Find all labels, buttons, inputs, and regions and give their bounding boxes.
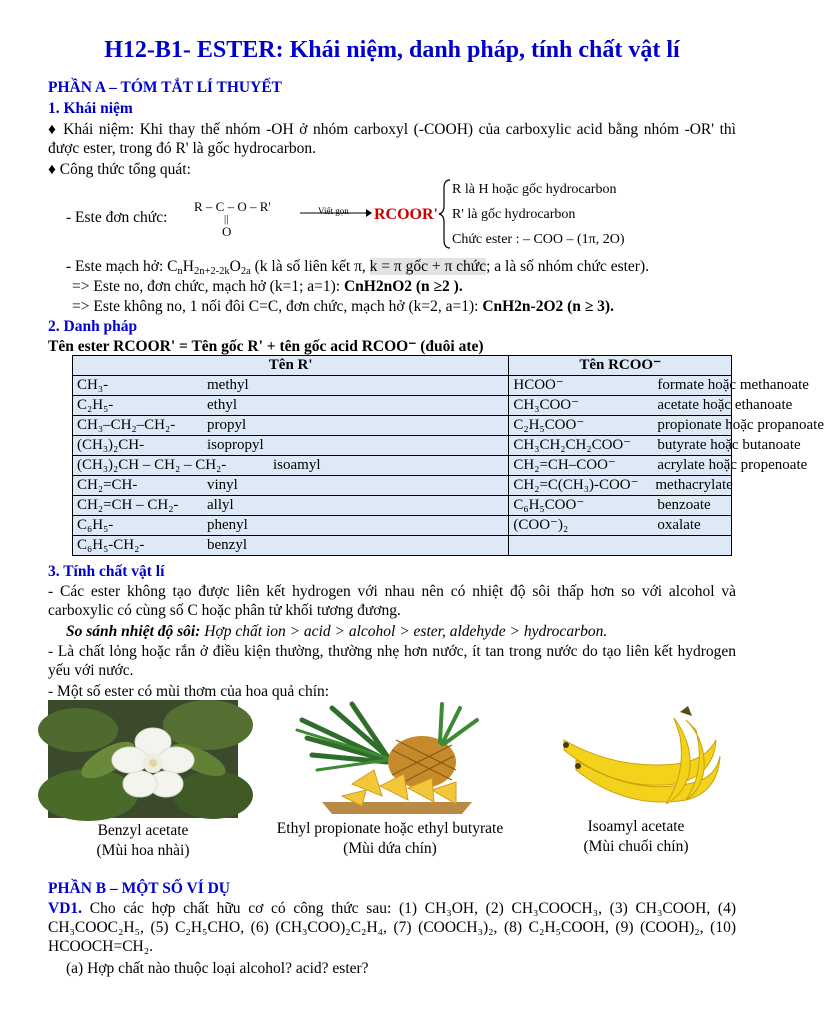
rcoo-name: acrylate hoặc propenoate (657, 457, 808, 473)
caption-benzyl-acetate (48, 821, 238, 861)
rcoo-formula: CH₃CH₂CH₂COO⁻ (513, 437, 632, 453)
rcoo-group-cell (509, 416, 824, 436)
r-group-cell (73, 496, 509, 516)
rcoo-name: benzoate (657, 497, 711, 513)
unsaturated-ester-line (72, 297, 614, 316)
pineapple-image (292, 700, 488, 815)
caption-isoamyl-acetate (548, 817, 724, 857)
example-1-question-a: (a) Hợp chất nào thuộc loại alcohol? acid? ester? (66, 960, 369, 977)
r-name: benzyl (207, 537, 247, 553)
boiling-point-comparison (66, 622, 607, 641)
physical-property-paragraph-2: - Là chất lỏng hoặc rắn ở điều kiện thường, thường nhẹ hơn nước, ít tan trong nước do tạo liên kết hydrogen yếu với nước. (48, 643, 736, 679)
section-2-heading: 2. Danh pháp (48, 318, 138, 335)
rcoo-name: formate hoặc methanoate (657, 377, 809, 393)
k-formula: k = π gốc + π chức (369, 258, 487, 275)
table-body (73, 376, 824, 556)
r-name: propyl (207, 417, 247, 433)
r-group-cell (73, 476, 509, 496)
brace-icon (438, 178, 452, 250)
naming-table (72, 355, 824, 556)
comparison-text: Hợp chất ion > acid > alcohol > ester, aldehyde > hydrocarbon. (200, 623, 608, 640)
figure-3-note: (Mùi chuối chín) (583, 838, 689, 855)
header-rcoo-name: Tên RCOO⁻ (509, 356, 732, 376)
rcoo-name: methacrylate (655, 477, 733, 493)
naming-rule: Tên ester RCOOR' = Tên gốc R' + tên gốc acid RCOO⁻ (đuôi ate) (48, 338, 484, 355)
r-group-cell (73, 436, 509, 456)
figure-3-name: Isoamyl acetate (587, 818, 685, 835)
rcoo-group-cell (509, 496, 732, 516)
header-r-name: Tên R' (73, 356, 509, 376)
figure-1-note: (Mùi hoa nhài) (96, 842, 190, 859)
r-group-cell (73, 396, 509, 416)
r-formula: CH₂=CH- (77, 477, 138, 493)
table-row (73, 516, 732, 536)
brace-item-r: R là H hoặc gốc hydrocarbon (452, 182, 617, 197)
table-row (73, 416, 732, 436)
r-formula: (CH₃)₂CH – CH₂ – CH₂- (77, 457, 227, 473)
open-chain-prefix: - Este mạch hở: C (66, 258, 178, 275)
caption-ethyl-propionate (244, 819, 536, 859)
r-formula: C₆H₅- (77, 517, 114, 533)
rcoo-group-cell (509, 396, 793, 416)
rcoor-formula: RCOOR' (374, 206, 438, 223)
comparison-label: So sánh nhiệt độ sôi: (66, 623, 201, 640)
r-name: methyl (207, 377, 249, 393)
figure-2-name: Ethyl propionate hoặc ethyl butyrate (276, 820, 504, 837)
r-formula: C₂H₅- (77, 397, 114, 413)
r-formula: CH₃- (77, 377, 109, 393)
concept-paragraph: ♦ Khái niệm: Khi thay thế nhóm -OH ở nhóm carboxyl (-COOH) của carboxylic acid bằng nhóm -OR' thì được ester, trong đó R' là gốc hydrocarbon. (48, 121, 736, 157)
structural-formula-oxygen: O (222, 224, 232, 239)
table-row (73, 496, 732, 516)
r-name: allyl (207, 497, 234, 513)
single-ester-label: - Este đơn chức: (66, 209, 168, 226)
saturated-ester-line (72, 277, 463, 296)
rcoo-formula: CH₃COO⁻ (513, 397, 580, 413)
r-name: vinyl (207, 477, 238, 493)
r-group-cell (73, 376, 509, 396)
table-row (73, 436, 732, 456)
rcoo-group-cell (509, 476, 732, 496)
r-formula: CH₃–CH₂–CH₂- (77, 417, 176, 433)
part-a-heading: PHẦN A – TÓM TẮT LÍ THUYẾT (48, 79, 282, 96)
brace-item-ester-group: Chức ester : – COO – (1π, 2O) (452, 232, 625, 247)
rcoo-name: acetate hoặc ethanoate (657, 397, 793, 413)
jasmine-image (48, 700, 238, 818)
r-formula: (CH₃)₂CH- (77, 437, 145, 453)
open-chain-end: ; a là số nhóm chức ester). (486, 258, 650, 275)
rcoo-group-cell (509, 436, 801, 456)
structural-formula-top: R – C – O – R' (194, 199, 271, 214)
r-group-cell (73, 456, 509, 476)
rcoo-formula: CH₂=C(CH₃)-COO⁻ (513, 477, 639, 493)
rcoo-name: oxalate (657, 517, 701, 533)
rcoo-group-cell (509, 516, 732, 536)
rcoo-formula: (COO⁻)₂ (513, 517, 569, 533)
rcoo-group-cell (509, 456, 808, 476)
rcoo-name: butyrate hoặc butanoate (657, 437, 801, 453)
table-row (73, 536, 732, 556)
section-3-heading: 3. Tính chất vật lí (48, 563, 165, 580)
physical-property-paragraph-1: - Các ester không tạo được liên kết hydrogen với nhau nên có nhiệt độ sôi thấp hơn so với alcohol và carboxylic có cùng số C hoặc phân tử khối tương đương. (48, 583, 736, 619)
rcoo-name: propionate hoặc propanoate (657, 417, 824, 433)
example-1-text (48, 899, 736, 956)
figure-1-name: Benzyl acetate (97, 822, 189, 839)
unsaturated-ester-formula: CnH2n-2O2 (n ≥ 3). (482, 298, 614, 315)
r-name: phenyl (207, 517, 248, 533)
r-formula: CH₂=CH – CH₂- (77, 497, 179, 513)
r-name: ethyl (207, 397, 237, 413)
table-header-row (73, 356, 732, 376)
r-formula: C₆H₅-CH₂- (77, 537, 145, 553)
arrow-label: Viết gọn (318, 206, 349, 216)
general-formula-label: ♦ Công thức tổng quát: (48, 161, 191, 178)
table-row (73, 396, 732, 416)
figure-2-note: (Mùi dứa chín) (343, 840, 437, 857)
rcoo-formula: HCOO⁻ (513, 377, 564, 393)
banana-image (556, 700, 726, 812)
structural-formula-double-bond: || (224, 213, 229, 225)
r-group-cell (73, 416, 509, 436)
page-title: H12-B1- ESTER: Khái niệm, danh pháp, tính chất vật lí (104, 37, 680, 63)
example-1-body: Cho các hợp chất hữu cơ có công thức sau: (1) CH₃OH, (2) CH₃COOCH₃, (3) CH₃COOH, (4) CH₃COOC₂H₅, (5) C₂H₅CHO, (6) (CH₃COO)₂C₂H₄, (7) (COOCH₃)₂, (8) C₂H₅COOH, (9) (COOH)₂, (10) HCOOCH=CH₂. (48, 900, 736, 955)
rcoo-group-cell (509, 536, 732, 556)
unsaturated-ester-text: => Este không no, 1 nối đôi C=C, đơn chức, mạch hở (k=2, a=1): (72, 298, 483, 315)
r-group-cell (73, 536, 509, 556)
saturated-ester-formula: CnH2nO2 (n ≥2 ). (343, 278, 463, 295)
part-b-heading: PHẦN B – MỘT SỐ VÍ DỤ (48, 880, 231, 897)
open-chain-note: (k là số liên kết π, (250, 258, 370, 275)
section-1-heading: 1. Khái niệm (48, 100, 133, 117)
table-row (73, 376, 732, 396)
r-group-cell (73, 516, 509, 536)
rcoo-formula: C₆H₅COO⁻ (513, 497, 585, 513)
rcoo-formula: CH₂=CH–COO⁻ (513, 457, 616, 473)
rcoo-group-cell (509, 376, 809, 396)
rcoo-formula: C₂H₅COO⁻ (513, 417, 585, 433)
saturated-ester-text: => Este no, đơn chức, mạch hở (k=1; a=1): (72, 278, 344, 295)
arrow-icon (300, 208, 372, 218)
r-name: isoamyl (273, 457, 321, 473)
physical-property-paragraph-3: - Một số ester có mùi thơm của hoa quả chín: (48, 683, 330, 700)
brace-item-r-prime: R' là gốc hydrocarbon (452, 207, 576, 222)
r-name: isopropyl (207, 437, 264, 453)
table-row (73, 476, 732, 496)
example-1-label: VD1. (48, 900, 83, 917)
table-row (73, 456, 732, 476)
open-chain-ester-line: - Este mạch hở: $C_nH_{2n+2-2k}O_{2a}$ (k là số liên kết π, k = π gốc + π chức; a là số nhóm chức ester). (66, 258, 650, 277)
